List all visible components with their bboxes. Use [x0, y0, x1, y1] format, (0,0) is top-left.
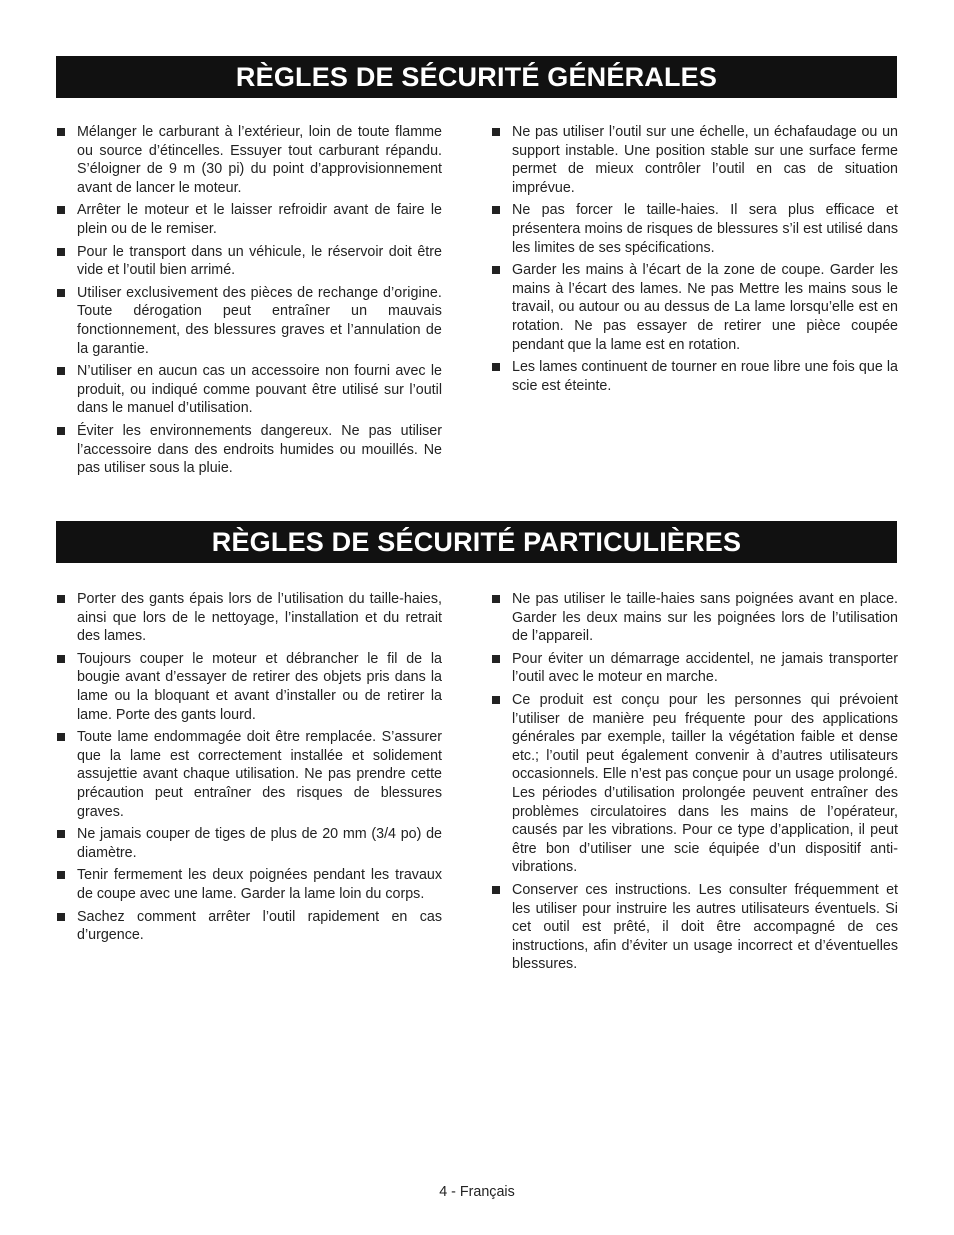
square-bullet-icon	[57, 595, 65, 603]
list-item	[56, 908, 442, 945]
square-bullet-icon	[57, 289, 65, 297]
list-item	[491, 881, 898, 974]
page-footer: 4 - Français	[439, 1184, 515, 1200]
list-item	[56, 866, 442, 903]
square-bullet-icon	[57, 367, 65, 375]
list-item	[56, 362, 442, 418]
list-item-text: Sachez comment arrêter l’outil rapidement en cas d’urgence.	[77, 908, 442, 944]
list-item	[56, 201, 442, 238]
square-bullet-icon	[492, 696, 500, 704]
list-item-text: N’utiliser en aucun cas un accessoire non fourni avec le produit, ou indiqué comme pouvant être utilisé sur l’outil dans le manuel d’utilisation.	[77, 363, 442, 417]
square-bullet-icon	[492, 128, 500, 136]
list-item	[491, 691, 898, 877]
specific-rules-left-column	[56, 590, 442, 949]
list-item-text: Les lames continuent de tourner en roue libre une fois que la scie est éteinte.	[512, 359, 898, 394]
list-item-text: Toute lame endommagée doit être remplacée. S’assurer que la lame est correctement installée et solidement assujettie avant chaque utilisation. Ne pas prendre cette précaution peut entraîner des risques de blessures graves.	[77, 729, 442, 820]
list-item-text: Ce produit est conçu pour les personnes qui prévoient l’utiliser de manière peu fréquente pour des applications générales par exemple, tailler la végétation faible et dense etc.; l’outil peut également convenir à d’autres utilisateurs occasionnels. Elle n’est pas conçue pour un usage prolongé. Les périodes d’utilisation prolongée peuvent entraîner des problèmes circulatoires dans les mains de l’opérateur, causés par les vibrations. Pour ce type d’application, il peut être bon d’utiliser une scie équipée d’un dispositif anti-vibrations.	[512, 691, 898, 876]
list-item-text: Pour le transport dans un véhicule, le réservoir doit être vide et l’outil bien arrimé.	[77, 243, 442, 279]
square-bullet-icon	[57, 206, 65, 214]
square-bullet-icon	[492, 886, 500, 894]
list-item	[56, 728, 442, 821]
list-item-text: Mélanger le carburant à l’extérieur, loin de toute flamme ou source d’étincelles. Essuyer tout carburant répandu. S’éloigner de 9 m (30 pi) du point d’approvisionnement avant de lancer le moteur.	[77, 124, 442, 196]
general-rules-right-column	[491, 123, 898, 399]
square-bullet-icon	[492, 595, 500, 603]
list-item	[56, 825, 442, 862]
list-item	[56, 650, 442, 724]
list-item-text: Ne pas utiliser l’outil sur une échelle, un échafaudage ou un support instable. Une position stable sur une surface ferme permet de mieux contrôler l’outil en cas de situation imprévue.	[512, 124, 898, 196]
list-item-text: Utiliser exclusivement des pièces de rechange d’origine. Toute dérogation peut entraîner un mauvais fonctionnement, des blessures graves et l’annulation de la garantie.	[77, 284, 442, 357]
general-rules-left-column	[56, 123, 442, 482]
list-item-text: Ne jamais couper de tiges de plus de 20 mm (3/4 po) de diamètre.	[77, 826, 442, 861]
list-item	[491, 650, 898, 687]
square-bullet-icon	[492, 655, 500, 663]
square-bullet-icon	[57, 427, 65, 435]
square-bullet-icon	[492, 363, 500, 371]
square-bullet-icon	[57, 913, 65, 921]
square-bullet-icon	[492, 206, 500, 214]
section-title-general: RÈGLES DE SÉCURITÉ GÉNÉRALES	[56, 56, 897, 98]
list-item-text: Toujours couper le moteur et débrancher le fil de la bougie avant d’essayer de retirer des objets pris dans la lame ou la bloquant et avant d’installer ou de retirer la lame. Porte des gants lourd.	[77, 650, 442, 723]
list-item-text: Tenir fermement les deux poignées pendant les travaux de coupe avec une lame. Garder la lame loin du corps.	[77, 867, 442, 902]
list-item	[56, 123, 442, 197]
square-bullet-icon	[492, 266, 500, 274]
list-item-text: Ne pas utiliser le taille-haies sans poignées avant en place. Garder les deux mains sur les poignées lors de l’utilisation de l’appareil.	[512, 591, 898, 645]
square-bullet-icon	[57, 871, 65, 879]
list-item	[491, 123, 898, 197]
list-item	[56, 590, 442, 646]
list-item	[491, 201, 898, 257]
list-item	[491, 358, 898, 395]
list-item-text: Porter des gants épais lors de l’utilisation du taille-haies, ainsi que lors de le nettoyage, l’installation et du retrait des lames.	[77, 591, 442, 645]
specific-rules-right-column	[491, 590, 898, 978]
square-bullet-icon	[57, 830, 65, 838]
list-item	[56, 422, 442, 478]
list-item	[491, 590, 898, 646]
list-item	[56, 243, 442, 280]
list-item-text: Ne pas forcer le taille-haies. Il sera plus efficace et présentera moins de risques de blessures s’il est utilisé dans les limites de ses spécifications.	[512, 202, 898, 256]
list-item-text: Arrêter le moteur et le laisser refroidir avant de faire le plein ou de le remiser.	[77, 202, 442, 237]
square-bullet-icon	[57, 655, 65, 663]
list-item-text: Pour éviter un démarrage accidentel, ne jamais transporter l’outil avec le moteur en marche.	[512, 650, 898, 686]
list-item-text: Conserver ces instructions. Les consulter fréquemment et les utiliser pour instruire les autres utilisateurs éventuels. Si cet outil est prêté, il doit être accompagné de ces instructions, afin d’éviter un usage incorrect et d’éventuelles blessures.	[512, 881, 898, 973]
list-item-text: Éviter les environnements dangereux. Ne pas utiliser l’accessoire dans des endroits humides ou mouillés. Ne pas utiliser sous la pluie.	[77, 422, 442, 477]
square-bullet-icon	[57, 248, 65, 256]
list-item	[56, 284, 442, 358]
list-item-text: Garder les mains à l’écart de la zone de coupe. Garder les mains à l’écart des lames. Ne pas Mettre les mains sous le travail, ou autour ou au dessus de La lame lorsqu’elle est en rotation. Ne pas essayer de retirer une pièce coupée pendant que la lame est en rotation.	[512, 262, 898, 353]
square-bullet-icon	[57, 128, 65, 136]
square-bullet-icon	[57, 733, 65, 741]
section-title-specific: RÈGLES DE SÉCURITÉ PARTICULIÈRES	[56, 521, 897, 563]
list-item	[491, 261, 898, 354]
